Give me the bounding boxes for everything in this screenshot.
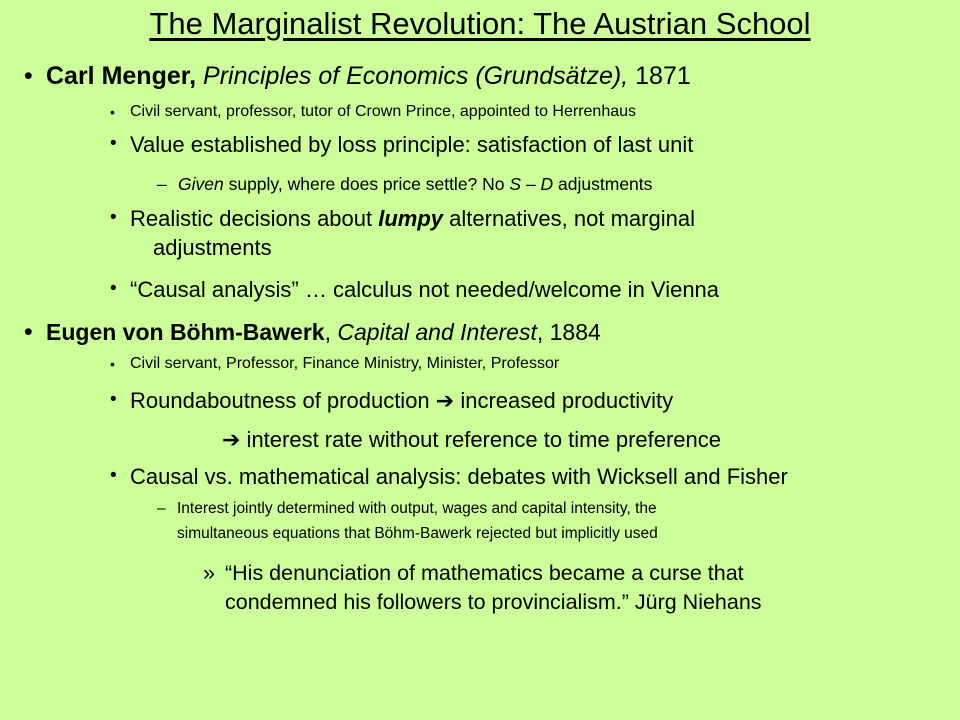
dash-marker: – (157, 174, 167, 194)
bullet-marker: • (110, 133, 117, 154)
menger-heading (46, 62, 691, 91)
menger-given (178, 174, 652, 195)
given-word: Given (178, 174, 224, 194)
round-b: increased productivity (454, 388, 674, 413)
arrow-icon: ➔ (222, 427, 241, 452)
menger-realistic-cont: adjustments (153, 235, 272, 260)
bullet-marker: • (110, 104, 115, 120)
bullet-marker: • (110, 356, 115, 372)
arrow-icon: ➔ (435, 388, 455, 413)
realistic-b: alternatives, not marginal (443, 206, 695, 231)
bohm-book: Capital and Interest (337, 319, 537, 345)
lumpy-word: lumpy (378, 206, 444, 231)
interest-text: interest rate without reference to time preference (240, 427, 722, 452)
slide-title: The Marginalist Revolution: The Austrian School (149, 6, 811, 41)
dash-text: – (521, 174, 541, 194)
d-letter: D (540, 174, 554, 194)
bohm-roundabout (130, 388, 673, 414)
bohm-interest (222, 427, 721, 453)
niehans-quote-2: condemned his followers to provincialism.” Jürg Niehans (225, 590, 762, 614)
menger-year: 1871 (635, 62, 691, 90)
bohm-joint-1: Interest jointly determined with output, wages and capital intensity, the (177, 500, 657, 517)
bohm-heading (46, 319, 601, 346)
s-letter: S (509, 174, 522, 194)
bohm-year: , 1884 (536, 319, 601, 345)
bullet-marker: • (110, 465, 117, 486)
realistic-a: Realistic decisions about (130, 206, 379, 231)
menger-book: Principles of Economics (Grundsätze), (203, 62, 629, 90)
bohm-comma: , (324, 319, 338, 345)
round-a: Roundaboutness of production (130, 388, 436, 413)
bohm-causal: Causal vs. mathematical analysis: debates with Wicksell and Fisher (130, 464, 788, 489)
niehans-quote-1: “His denunciation of mathematics became a curse that (225, 561, 744, 585)
bullet-marker: • (110, 207, 117, 228)
menger-realistic (130, 206, 695, 232)
dash-marker: – (157, 500, 166, 517)
bullet-marker: • (24, 62, 33, 90)
given-rest: supply, where does price settle? No (223, 174, 510, 194)
raquo-marker: » (203, 561, 215, 585)
bohm-joint-2: simultaneous equations that Böhm-Bawerk rejected but implicitly used (177, 525, 658, 542)
bullet-marker: • (24, 318, 33, 346)
menger-value: Value established by loss principle: satisfaction of last unit (130, 132, 694, 157)
menger-name: Carl Menger, (46, 62, 197, 90)
bohm-name: Eugen von Böhm-Bawerk (46, 319, 325, 345)
bullet-marker: • (110, 389, 117, 410)
menger-causal: “Causal analysis” … calculus not needed/welcome in Vienna (130, 277, 720, 302)
bohm-career: Civil servant, Professor, Finance Ministry, Minister, Professor (130, 355, 560, 372)
menger-career: Civil servant, professor, tutor of Crown Prince, appointed to Herrenhaus (130, 103, 637, 120)
adjust-text: adjustments (553, 174, 653, 194)
bullet-marker: • (110, 278, 117, 299)
